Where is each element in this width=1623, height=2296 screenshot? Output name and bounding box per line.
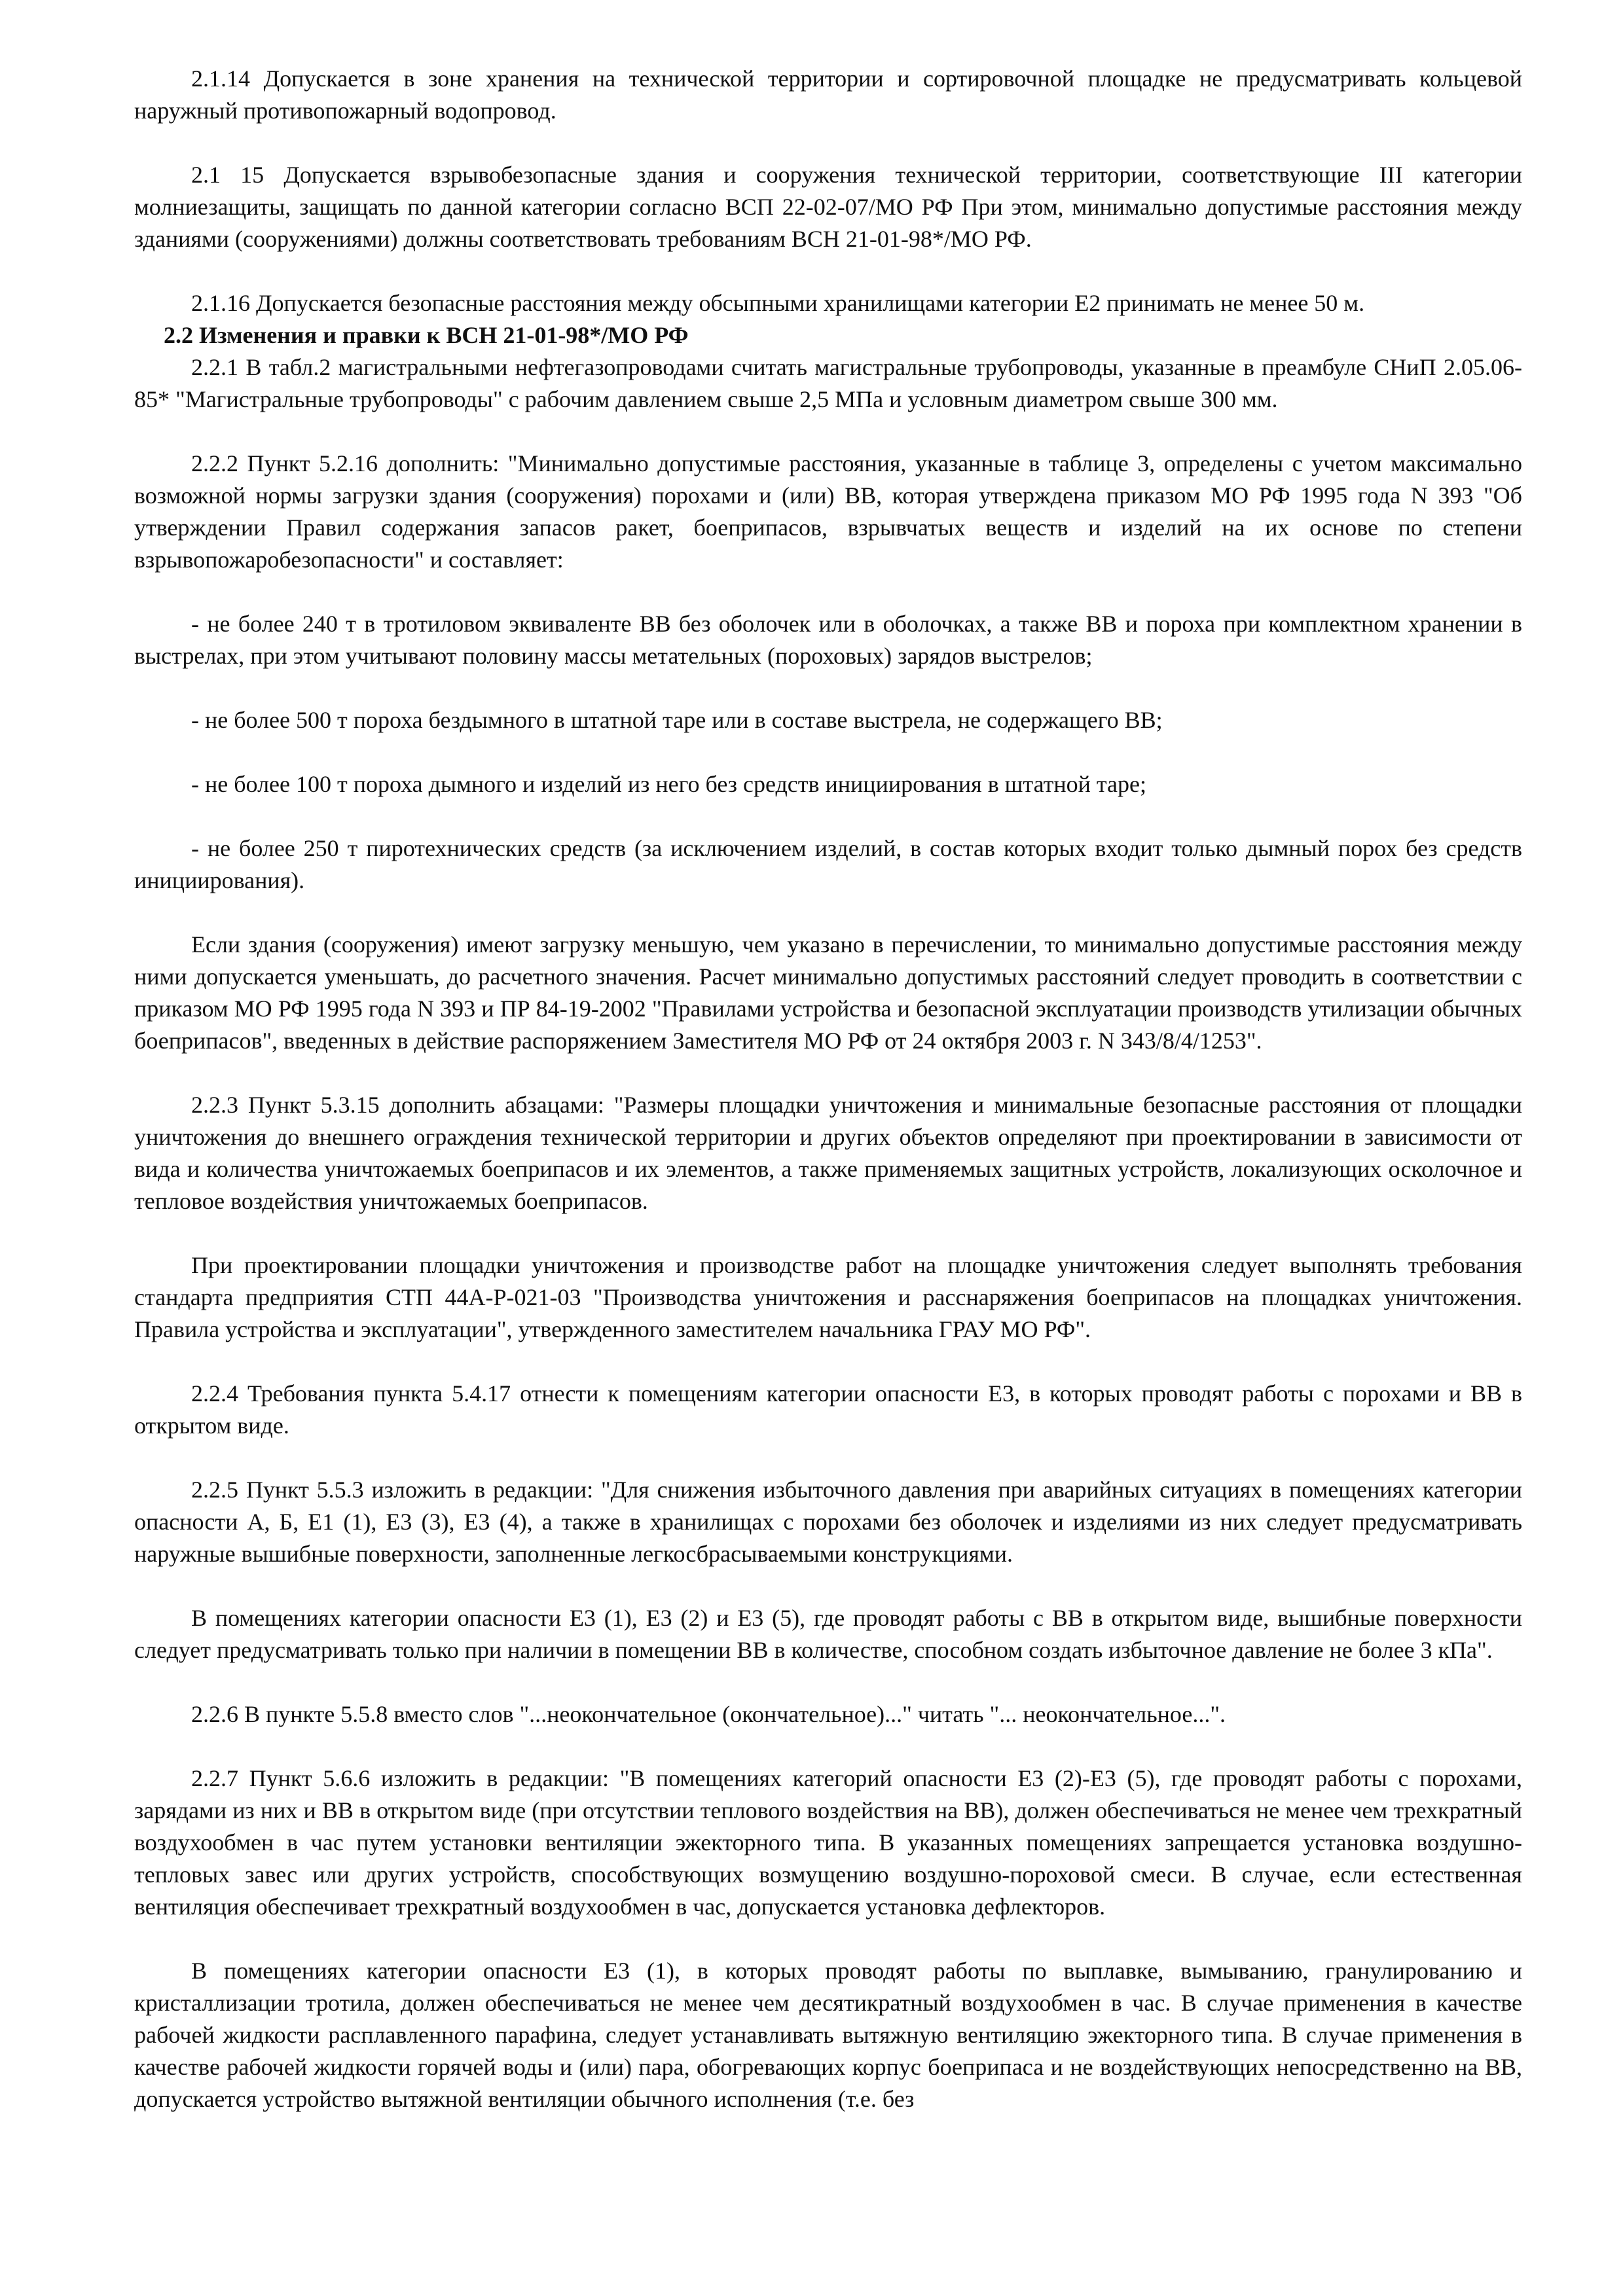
- paragraph-2-2-6: 2.2.6 В пункте 5.5.8 вместо слов "...неокончательное (окончательное)..." читать "... неокончательное...".: [191, 1701, 1226, 1727]
- paragraph-2-2-1: 2.2.1 В табл.2 магистральными нефтегазопроводами считать магистральные трубопроводы, указанные в преамбуле СНиП 2.05.06-85* "Магистральные трубопроводы" с рабочим давлением свыше 2,5 МПа и условным диаметром свыше 300 мм.: [134, 354, 1522, 412]
- paragraph-2-2-3: 2.2.3 Пункт 5.3.15 дополнить абзацами: "Размеры площадки уничтожения и минимальные безопасные расстояния от площадки уничтожения до внешнего ограждения технической территории и других объектов определяют при проектировании в зависимости от вида и количества уничтожаемых боеприпасов и их элементов, а также применяемых защитных устройств, локализующих осколочное и тепловое воздействия уничтожаемых боеприпасов.: [134, 1092, 1522, 1214]
- list-item: - не более 500 т пороха бездымного в штатной таре или в составе выстрела, не содержащего ВВ;: [191, 707, 1163, 733]
- paragraph-2-1-16: 2.1.16 Допускается безопасные расстояния между обсыпными хранилищами категории Е2 принимать не менее 50 м.: [191, 290, 1365, 316]
- paragraph-2-2-2: 2.2.2 Пункт 5.2.16 дополнить: "Минимально допустимые расстояния, указанные в таблице 3, определены с учетом максимально возможной нормы загрузки здания (сооружения) порохами и (или) ВВ, которая утверждена приказом МО РФ 1995 года N 393 "Об утверждении Правил содержания запасов ракет, боеприпасов, взрывчатых веществ и изделий на их основе по степени взрывопожаробезопасности" и составляет:: [134, 450, 1522, 573]
- section-heading-2-2: 2.2 Изменения и правки к ВСН 21-01-98*/МО РФ: [164, 322, 689, 348]
- list-item: - не более 240 т в тротиловом эквиваленте ВВ без оболочек или в оболочках, а также ВВ и пороха при комплектном хранении в выстрелах, при этом учитывают половину массы метательных (пороховых) зарядов выстрелов;: [134, 611, 1522, 669]
- list-item: - не более 250 т пиротехнических средств (за исключением изделий, в состав которых входит только дымный порох без средств инициирования).: [134, 835, 1522, 893]
- paragraph-2-2-4: 2.2.4 Требования пункта 5.4.17 отнести к помещениям категории опасности Е3, в которых проводят работы с порохами и ВВ в открытом виде.: [134, 1380, 1522, 1439]
- paragraph-reduced-load: Если здания (сооружения) имеют загрузку меньшую, чем указано в перечислении, то минимально допустимые расстояния между ними допускается уменьшать, до расчетного значения. Расчет минимально допустимых расстояний следует проводить в соответствии с приказом МО РФ 1995 года N 393 и ПР 84-19-2002 "Правилами устройства и безопасной эксплуатации производств утилизации обычных боеприпасов", введенных в действие распоряжением Заместителя МО РФ от 24 октября 2003 г. N 343/8/4/1253".: [134, 931, 1522, 1054]
- paragraph-2-2-7: 2.2.7 Пункт 5.6.6 изложить в редакции: "В помещениях категорий опасности Е3 (2)-Е3 (5), где проводят работы с порохами, зарядами из них и ВВ в открытом виде (при отсутствии теплового воздействия на ВВ), должен обеспечиваться не менее чем трехкратный воздухообмен в час путем установки вентиляции эжекторного типа. В указанных помещениях запрещается установка воздушно-тепловых завес или других устройств, способствующих возмущению воздушно-пороховой смеси. В случае, если естественная вентиляция обеспечивает трехкратный воздухообмен в час, допускается установка дефлекторов.: [134, 1765, 1522, 1920]
- paragraph-ventilation: В помещениях категории опасности Е3 (1), в которых проводят работы по выплавке, вымыванию, гранулированию и кристаллизации тротила, должен обеспечиваться не менее чем десятикратный воздухообмен в час. В случае применения в качестве рабочей жидкости расплавленного парафина, следует устанавливать вытяжную вентиляцию эжекторного типа. В случае применения в качестве рабочей жидкости горячей воды и (или) пара, обогревающих корпус боеприпаса и не воздействующих непосредственно на ВВ, допускается устройство вытяжной вентиляции обычного исполнения (т.е. без: [134, 1958, 1522, 2112]
- list-item: - не более 100 т пороха дымного и изделий из него без средств инициирования в штатной таре;: [191, 771, 1147, 797]
- paragraph-destruction-site: При проектировании площадки уничтожения и производстве работ на площадке уничтожения следует выполнять требования стандарта предприятия СТП 44А-Р-021-03 "Производства уничтожения и расснаряжения боеприпасов на площадках уничтожения. Правила устройства и эксплуатации", утвержденного заместителем начальника ГРАУ МО РФ".: [134, 1252, 1522, 1342]
- paragraph-2-2-5: 2.2.5 Пункт 5.5.3 изложить в редакции: "Для снижения избыточного давления при аварийных ситуациях в помещениях категории опасности А, Б, Е1 (1), Е3 (3), Е3 (4), а также в хранилищах с порохами без оболочек и изделиями из них следует предусматривать наружные вышибные поверхности, заполненные легкосбрасываемыми конструкциями.: [134, 1477, 1522, 1567]
- document-page: [134, 63, 1522, 2115]
- paragraph-2-1-14: 2.1.14 Допускается в зоне хранения на технической территории и сортировочной площадке не предусматривать кольцевой наружный противопожарный водопровод.: [134, 65, 1522, 124]
- paragraph-2-1-15: 2.1 15 Допускается взрывобезопасные здания и сооружения технической территории, соответствующие III категории молниезащиты, защищать по данной категории согласно ВСП 22-02-07/МО РФ При этом, минимально допустимые расстояния между зданиями (сооружениями) должны соответствовать требованиям ВСН 21-01-98*/МО РФ.: [134, 162, 1522, 252]
- paragraph-blowout: В помещениях категории опасности Е3 (1), Е3 (2) и Е3 (5), где проводят работы с ВВ в открытом виде, вышибные поверхности следует предусматривать только при наличии в помещении ВВ в количестве, способном создать избыточное давление не более 3 кПа".: [134, 1605, 1522, 1663]
